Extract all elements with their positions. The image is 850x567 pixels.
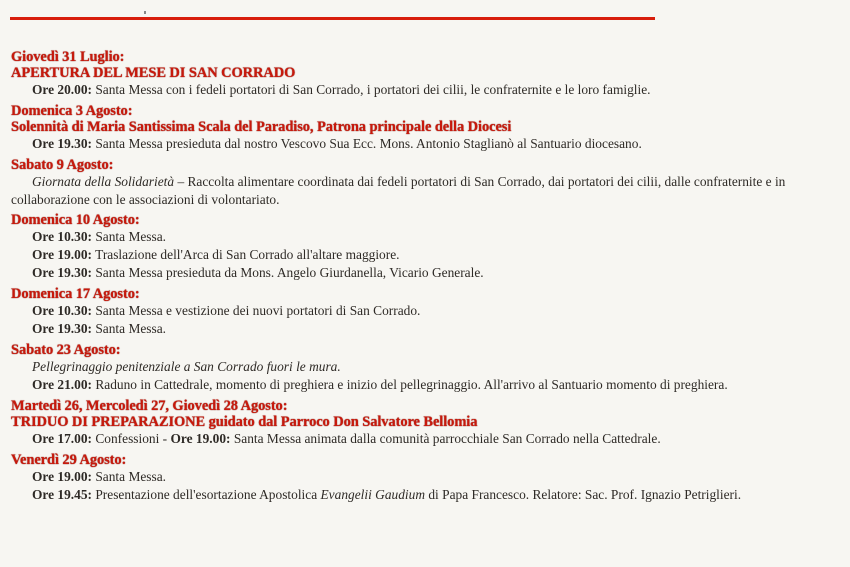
time-description: Santa Messa e vestizione dei nuovi portatori di San Corrado. [92,303,421,318]
time-label: Ore 19.00: [32,469,92,484]
schedule-line [11,135,841,153]
event-date: Domenica 17 Agosto: [11,286,140,302]
schedule-line [11,264,841,282]
time-description: Traslazione dell'Arca di San Corrado all'altare maggiore. [92,247,400,262]
event-block [11,452,841,504]
schedule-line [11,246,841,264]
solidarity-note [11,173,841,208]
event-date: Martedì 26, Mercoledì 27, Giovedì 28 Agosto: [11,398,288,414]
time-description: Santa Messa con i fedeli portatori di San Corrado, i portatori dei cilii, le confraternite e le loro famiglie. [92,82,651,97]
event-block [11,49,841,99]
event-block [11,157,841,208]
time-description: Presentazione dell'esortazione Apostolica [92,487,321,502]
time-label: Ore 17.00: [32,431,92,446]
solidarity-description: – Raccolta alimentare coordinata dai fedeli portatori di San Corrado, dai portatori dei cilii, dalle confraternite e in collaborazione con le associazioni di volontariato. [11,174,786,207]
event-block [11,286,841,338]
event-schedule [11,49,841,508]
event-subtitle: Solennità di Maria Santissima Scala del Paradiso, Patrona principale della Diocesi [11,119,512,135]
event-block [11,103,841,153]
top-divider-line [10,17,655,20]
schedule-line [11,302,841,320]
time-label: Ore 19.00: [170,431,231,446]
time-label: Ore 19.45: [32,487,92,502]
event-date: Venerdì 29 Agosto: [11,452,127,468]
pilgrimage-line: Pellegrinaggio penitenziale a San Corrado fuori le mura. [32,359,341,374]
time-label: Ore 19.30: [32,321,92,336]
time-label: Ore 10.30: [32,229,92,244]
time-label: Ore 19.00: [32,247,92,262]
event-date: Domenica 10 Agosto: [11,212,140,228]
time-description: Confessioni - [92,431,171,446]
event-date: Giovedì 31 Luglio: [11,49,125,65]
document-title: Evangelii Gaudium [320,487,426,502]
event-subtitle: APERTURA DEL MESE DI SAN CORRADO [11,65,296,81]
event-block [11,398,841,448]
time-label: Ore 21.00: [32,377,92,392]
schedule-line [11,320,841,338]
time-description: Raduno in Cattedrale, momento di preghiera e inizio del pellegrinaggio. All'arrivo al Santuario momento di preghiera. [92,377,728,392]
time-description: Santa Messa. [92,469,167,484]
solidarity-title: Giornata della Solidarietà [32,174,175,189]
time-label: Ore 19.30: [32,136,92,151]
event-subtitle: TRIDUO DI PREPARAZIONE guidato dal Parroco Don Salvatore Bellomia [11,414,478,430]
time-description: Santa Messa presieduta da Mons. Angelo Giurdanella, Vicario Generale. [92,265,484,280]
schedule-line [11,468,841,486]
time-label: Ore 10.30: [32,303,92,318]
top-tick-mark [144,11,146,14]
schedule-line [11,430,841,448]
event-block [11,212,841,282]
time-description: di Papa Francesco. Relatore: Sac. Prof. Ignazio Petriglieri. [425,487,742,502]
event-date: Domenica 3 Agosto: [11,103,133,119]
time-label: Ore 19.30: [32,265,92,280]
time-label: Ore 20.00: [32,82,92,97]
schedule-line [11,81,841,99]
time-description: Santa Messa. [92,229,167,244]
schedule-line [11,376,841,394]
time-description: Santa Messa animata dalla comunità parrocchiale San Corrado nella Cattedrale. [230,431,661,446]
schedule-line [11,228,841,246]
time-description: Santa Messa presieduta dal nostro Vescovo Sua Ecc. Mons. Antonio Staglianò al Santuario diocesano. [92,136,642,151]
event-block [11,342,841,394]
event-date: Sabato 9 Agosto: [11,157,114,173]
schedule-line [11,486,841,504]
time-description: Santa Messa. [92,321,167,336]
event-date: Sabato 23 Agosto: [11,342,121,358]
